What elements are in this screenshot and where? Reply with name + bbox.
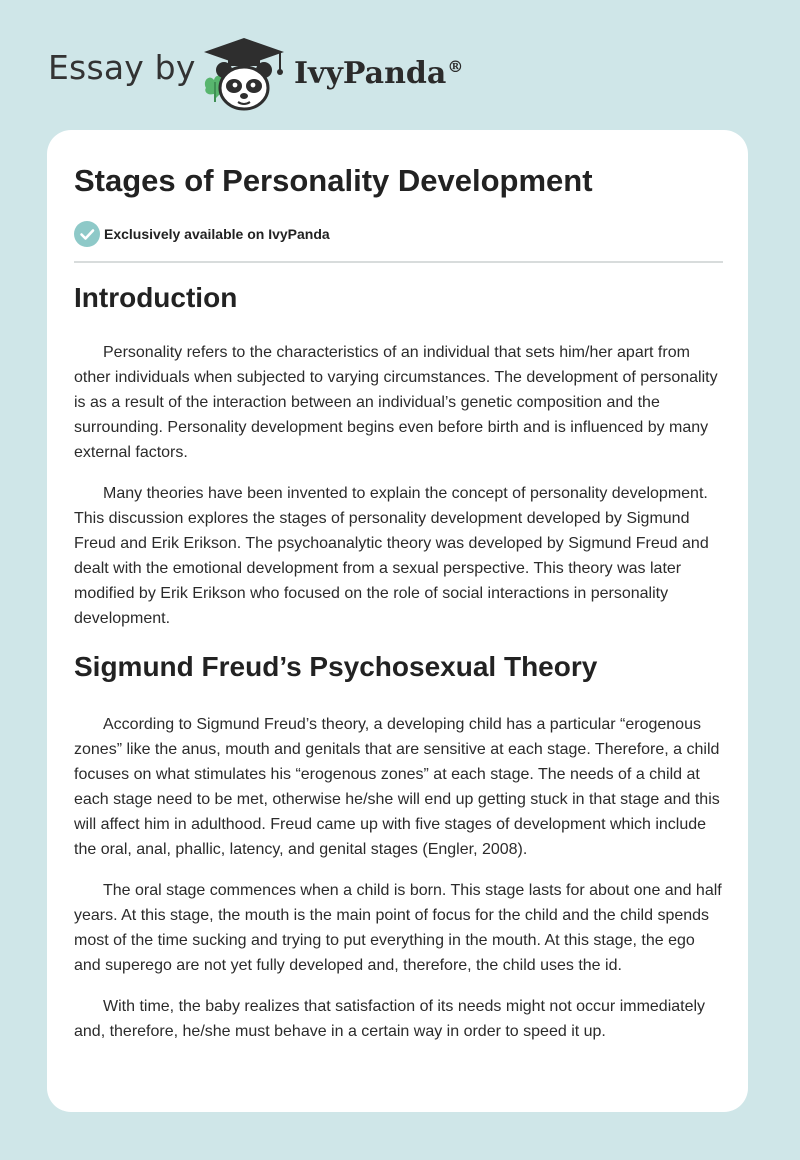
paragraph: Personality refers to the characteristics of an individual that sets him/her apart from other individuals when subjected to varying circumstances. The development of personality is as a result of the interaction between an individual’s genetic composition and the surrounding. Personality development begins even before birth and is influenced by many external factors. [74,344,718,462]
essay-card [47,130,748,1112]
section-heading: Sigmund Freud’s Psychosexual Theory [74,651,598,683]
paragraph: The oral stage commences when a child is born. This stage lasts for about one and half years. At this stage, the mouth is the main point of focus for the child and the child spends most of the time sucking and trying to put everything in the mouth. At this stage, the ego and superego are not yet fully developed and, therefore, the child uses the id. [74,881,722,974]
check-circle-icon [74,221,100,247]
paragraph: Many theories have been invented to explain the concept of personality development. This discussion explores the stages of personality development developed by Sigmund Freud and Erik Erikson. The psychoanalytic theory was developed by Sigmund Freud and dealt with the emotional development from a sexual perspective. This theory was later modified by Erik Erikson who focused on the role of social interactions in personality development. [74,485,709,628]
brand-header[interactable] [48,34,528,114]
paragraph: With time, the baby realizes that satisfaction of its needs might not occur immediately and, therefore, he/she must behave in a certain way in order to speed it up. [74,997,706,1040]
essay-content [74,280,724,1044]
badge-label: Exclusively available on IvyPanda [104,226,330,242]
section-heading: Introduction [74,282,238,313]
paragraph: According to Sigmund Freud’s theory, a developing child has a particular “erogenous zones” like the anus, mouth and genitals that are sensitive at each stage. Therefore, a child focuses on what stimulates his “erogenous zones” at each stage. The needs of a child at each stage need to be met, otherwise he/she will end up getting stuck in that stage and this will affect him in adulthood. Freud came up with five stages of development which include the oral, anal, phallic, latency, and genital stages (Engler, 2008). [74,715,720,858]
page-title: Stages of Personality Development [74,163,593,198]
brand-name: IvyPanda® [294,56,464,91]
panda-logo-icon [200,36,288,112]
brand-prefix: Essay by [48,48,196,87]
divider [74,261,723,263]
